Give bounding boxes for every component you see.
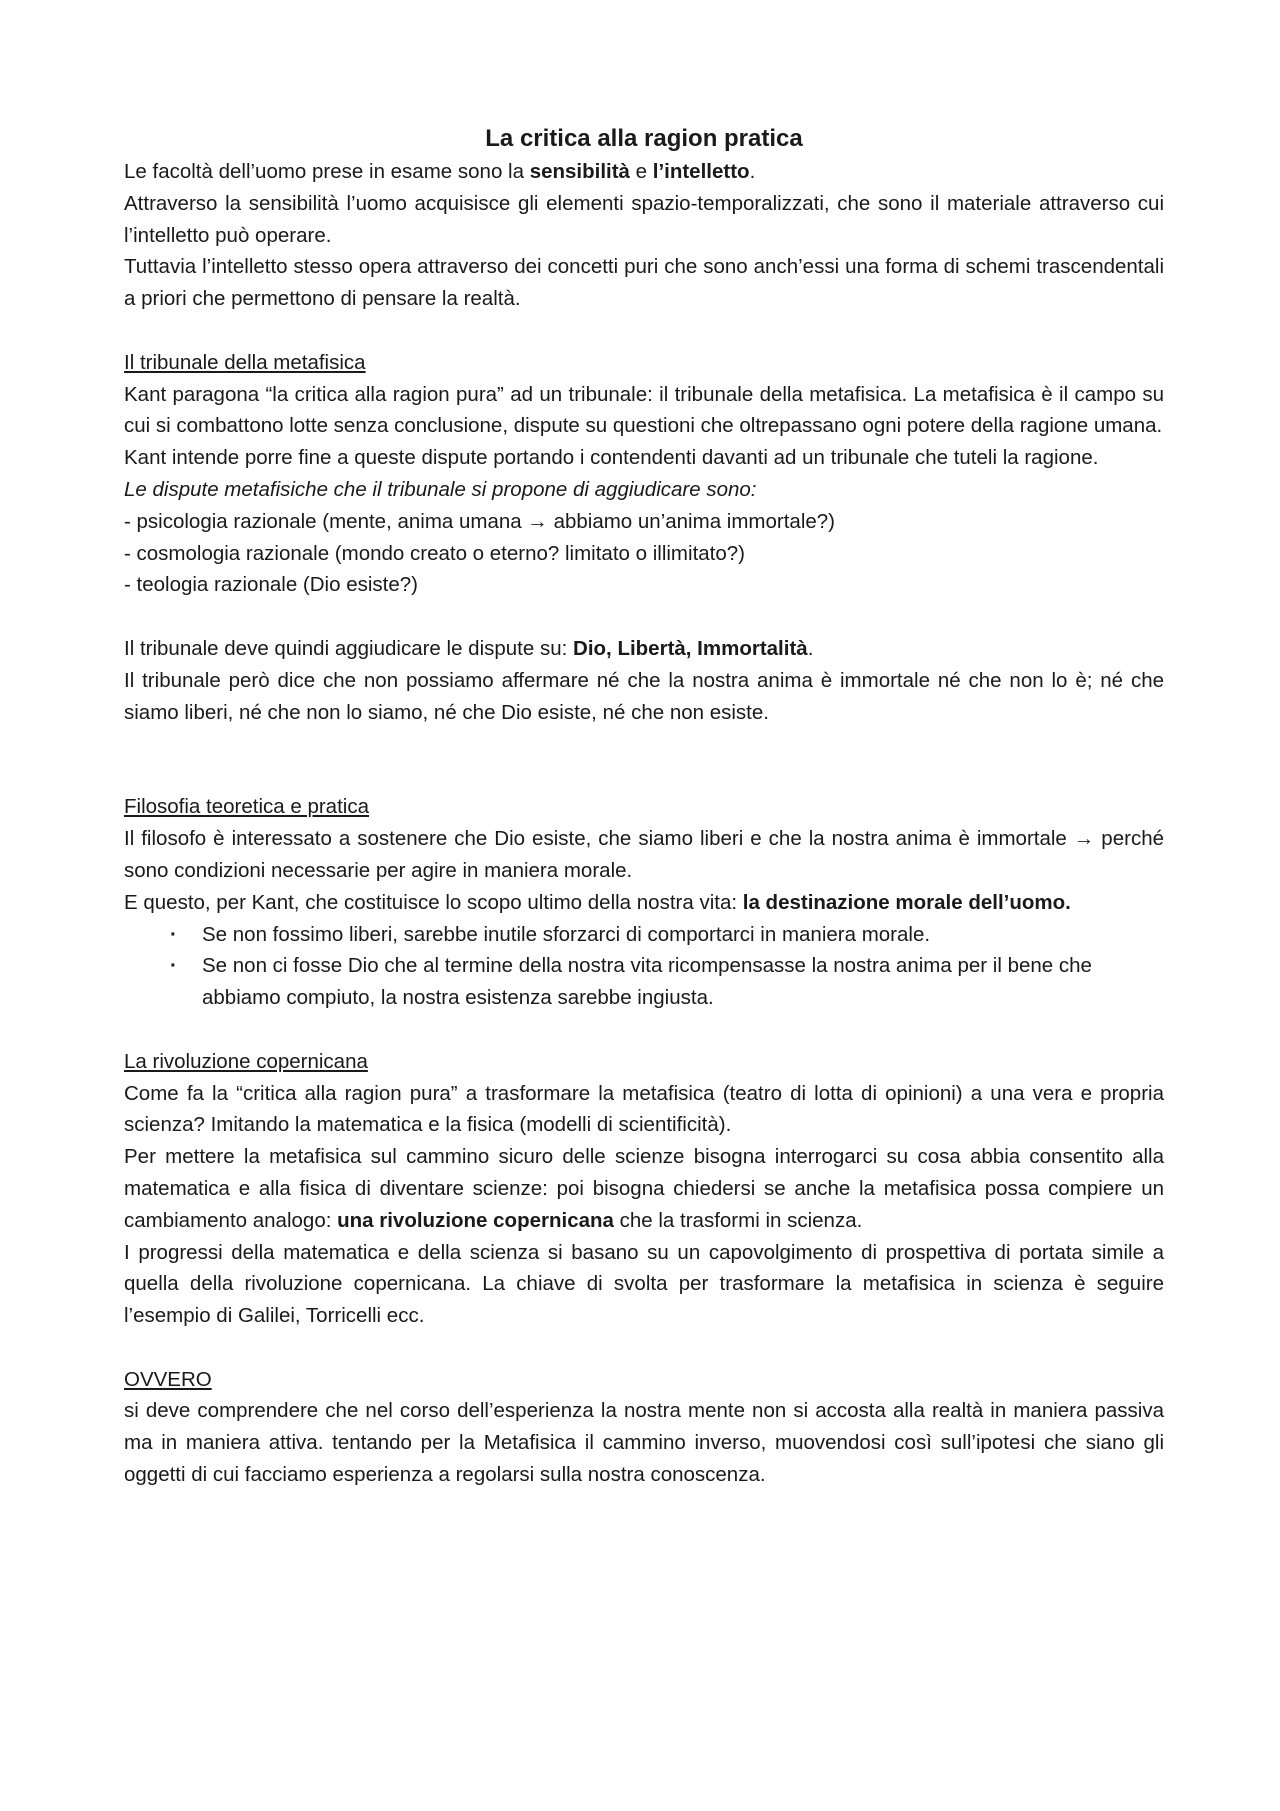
ovvero-paragraph-1: si deve comprendere che nel corso dell’esperienza la nostra mente non si accosta alla realtà in maniera passiva ma in maniera attiva. tentando per la Metafisica il cammino inverso, muovendosi così sull’ipotesi che siano gli oggetti di cui facciamo esperienza a regolarsi sulla nostra conoscenza. — [124, 1399, 1164, 1487]
intro-paragraph-1: Le facoltà dell’uomo prese in esame sono la sensibilità e l’intelletto. — [124, 160, 756, 183]
list-item: · Se non fossimo liberi, sarebbe inutile sforzarci di comportarci in maniera morale. — [170, 919, 1164, 951]
filosofia-paragraph-2: E questo, per Kant, che costituisce lo scopo ultimo della nostra vita: la destinazione morale dell’uomo. — [124, 890, 1071, 914]
rivoluzione-paragraph-2: Per mettere la metafisica sul cammino sicuro delle scienze bisogna interrogarci su cosa abbia consentito alla matematica e alla fisica di diventare scienze: poi bisogna chiedersi se anche la metafisica possa compiere un cambiamento analogo: una rivoluzione copernicana che la trasformi in scienza. — [124, 1145, 1164, 1232]
term-intelletto: l’intelletto — [652, 160, 750, 183]
dispute-item-teologia: - teologia razionale (Dio esiste?) — [124, 573, 418, 597]
term-sensibilita: sensibilità — [529, 160, 630, 183]
term-dio-liberta-immortalita: Dio, Libertà, Immortalità — [573, 636, 808, 660]
document-title: La critica alla ragion pratica — [485, 125, 803, 152]
intro-paragraph-2: Attraverso la sensibilità l’uomo acquisisce gli elementi spazio-temporalizzati, che sono il materiale attraverso cui l’intelletto può operare. — [124, 191, 1164, 247]
dispute-item-cosmologia: - cosmologia razionale (mondo creato o eterno? limitato o illimitato?) — [124, 541, 745, 565]
list-item: · Se non ci fosse Dio che al termine della nostra vita ricompensasse la nostra anima per il bene che abbiamo compiuto, la nostra esistenza sarebbe ingiusta. — [170, 950, 1164, 1014]
rivoluzione-paragraph-1: Come fa la “critica alla ragion pura” a trasformare la metafisica (teatro di lotta di opinioni) a una vera e propria scienza? Imitando la matematica e la fisica (modelli di scientificità). — [124, 1081, 1164, 1137]
dispute-item-psicologia: - psicologia razionale (mente, anima umana → abbiamo un’anima immortale?) — [124, 509, 836, 533]
term-rivoluzione-copernicana: una rivoluzione copernicana — [337, 1208, 614, 1232]
section-heading-rivoluzione: La rivoluzione copernicana — [124, 1049, 368, 1073]
term-destinazione-morale: la destinazione morale dell’uomo. — [742, 890, 1071, 914]
tribunale-paragraph-4: Il tribunale deve quindi aggiudicare le dispute su: Dio, Libertà, Immortalità. — [124, 636, 814, 660]
document-page — [124, 122, 1164, 1491]
section-heading-tribunale: Il tribunale della metafisica — [124, 350, 366, 374]
section-heading-ovvero: OVVERO — [124, 1367, 212, 1391]
section-heading-filosofia: Filosofia teoretica e pratica — [124, 795, 369, 819]
tribunale-paragraph-1: Kant paragona “la critica alla ragion pura” ad un tribunale: il tribunale della metafisica. La metafisica è il campo su cui si combattono lotte senza conclusione, dispute su questioni che oltrepassano ogni potere della ragione umana. — [124, 382, 1164, 438]
tribunale-italic-intro: Le dispute metafisiche che il tribunale si propone di aggiudicare sono: — [124, 477, 757, 501]
filosofia-paragraph-1: Il filosofo è interessato a sostenere che Dio esiste, che siamo liberi e che la nostra anima è immortale → perché sono condizioni necessarie per agire in maniera morale. — [124, 827, 1164, 882]
rivoluzione-paragraph-3: I progressi della matematica e della scienza si basano su un capovolgimento di prospettiva di portata simile a quella della rivoluzione copernicana. La chiave di svolta per trasformare la metafisica in scienza è seguire l’esempio di Galilei, Torricelli ecc. — [124, 1240, 1164, 1328]
filosofia-bullet-list — [124, 919, 1164, 1014]
intro-paragraph-3: Tuttavia l’intelletto stesso opera attraverso dei concetti puri che sono anch’essi una forma di schemi trascendentali a priori che permettono di pensare la realtà. — [124, 255, 1164, 311]
tribunale-paragraph-2: Kant intende porre fine a queste dispute portando i contendenti davanti ad un tribunale che tuteli la ragione. — [124, 446, 1099, 470]
tribunale-paragraph-5: Il tribunale però dice che non possiamo affermare né che la nostra anima è immortale né che non lo è; né che siamo liberi, né che non lo siamo, né che Dio esiste, né che non esiste. — [124, 668, 1164, 724]
